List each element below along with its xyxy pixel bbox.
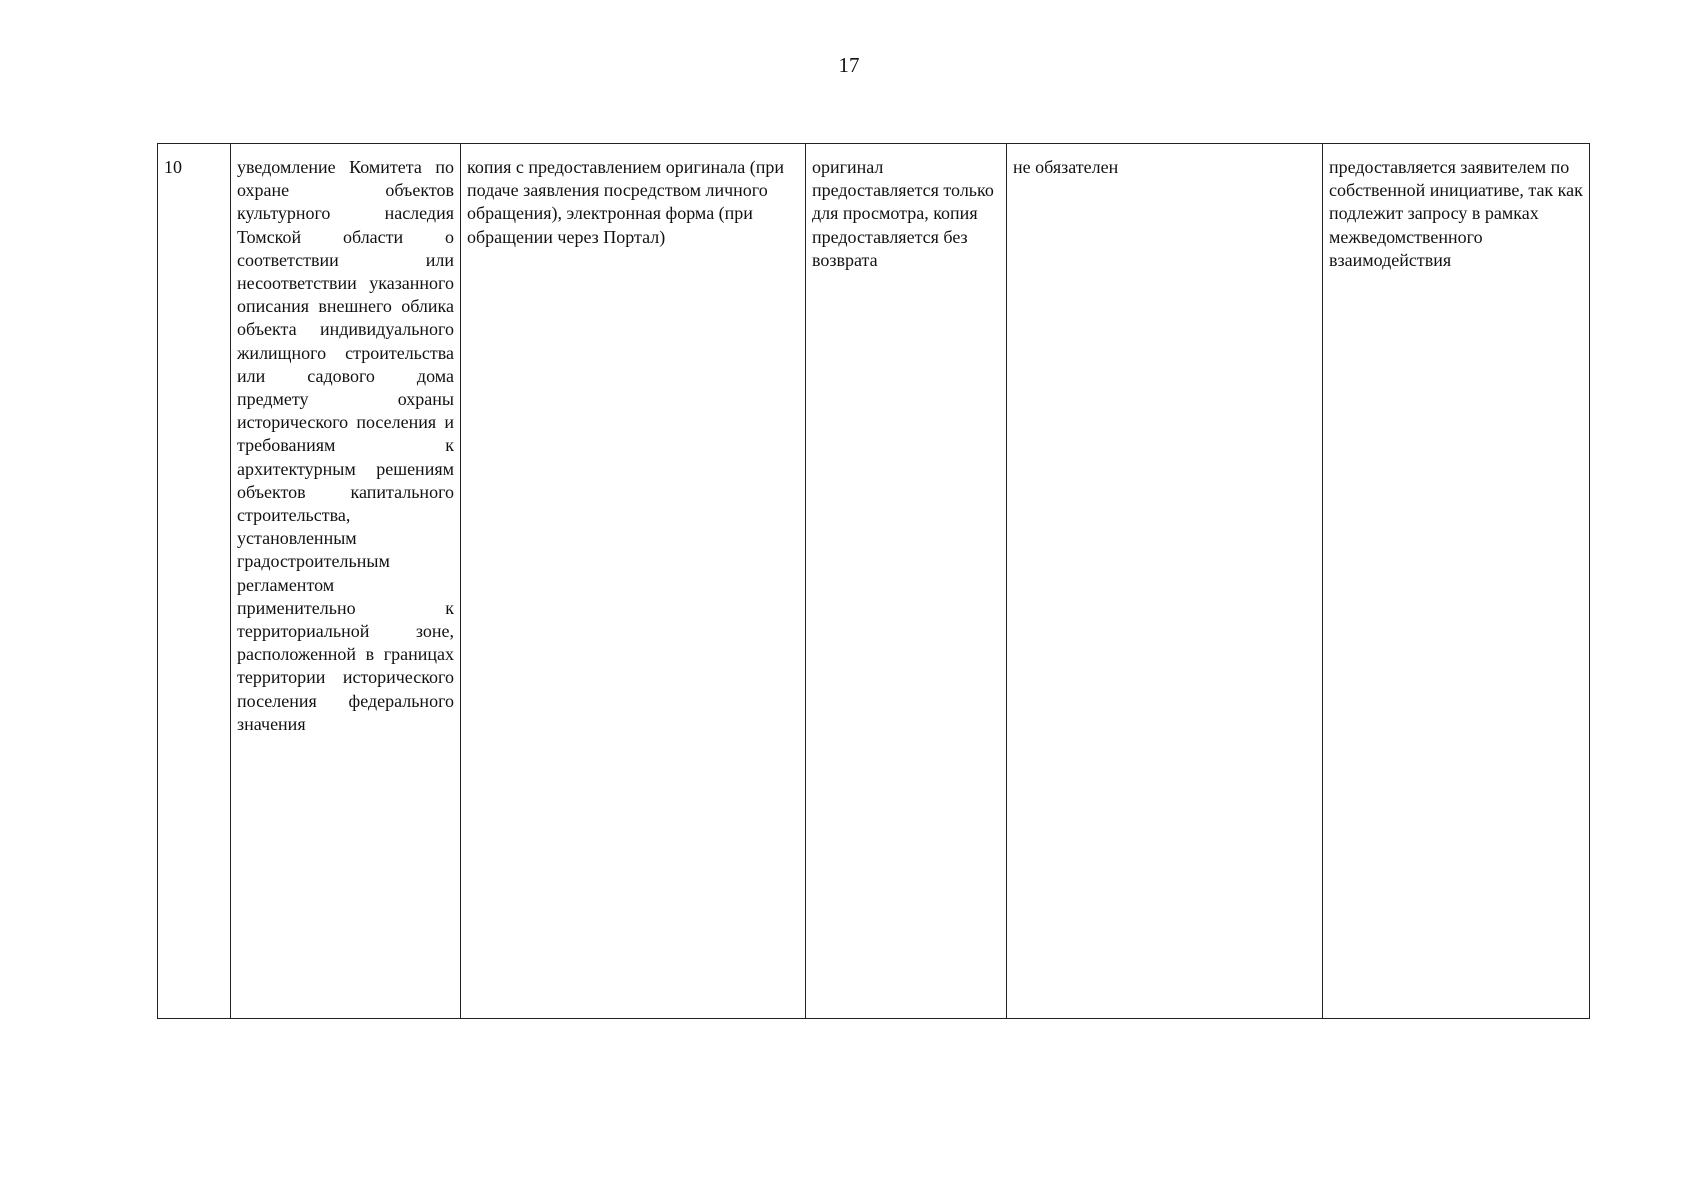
document-name: уведомление Комитета по охране объектов культурного наследия Томской области о соответствии или несоответствии указанного описания внешнего облика объекта индивидуального жилищного строительства или садового дома предмету охраны исторического поселения и требованиям к архитектурным решениям объектов капитального строительства, установленным градостроительным регламентом применительно к территориальной зоне, расположенной в границах территории исторического поселения федерального значения — [237, 157, 454, 734]
document-form: копия с предоставлением оригинала (при подаче заявления посредством личного обращения), электронная форма (при обращении через Портал) — [467, 157, 784, 247]
source-cell — [1323, 144, 1590, 1019]
page-number: 17 — [838, 53, 860, 77]
mandatory-cell — [1007, 144, 1323, 1019]
original-handling-cell — [806, 144, 1007, 1019]
document-form-cell — [461, 144, 806, 1019]
document-source: предоставляется заявителем по собственной инициативе, так как подлежит запросу в рамках межведомственного взаимодействия — [1329, 157, 1583, 270]
document-name-cell — [231, 144, 461, 1019]
requirements-table — [157, 143, 1590, 1019]
row-number-cell — [158, 144, 231, 1019]
table-row — [158, 144, 1590, 1019]
mandatory-status: не обязателен — [1013, 157, 1119, 177]
row-number: 10 — [164, 157, 182, 177]
original-handling: оригинал предоставляется только для просмотра, копия предоставляется без возврата — [812, 157, 994, 270]
